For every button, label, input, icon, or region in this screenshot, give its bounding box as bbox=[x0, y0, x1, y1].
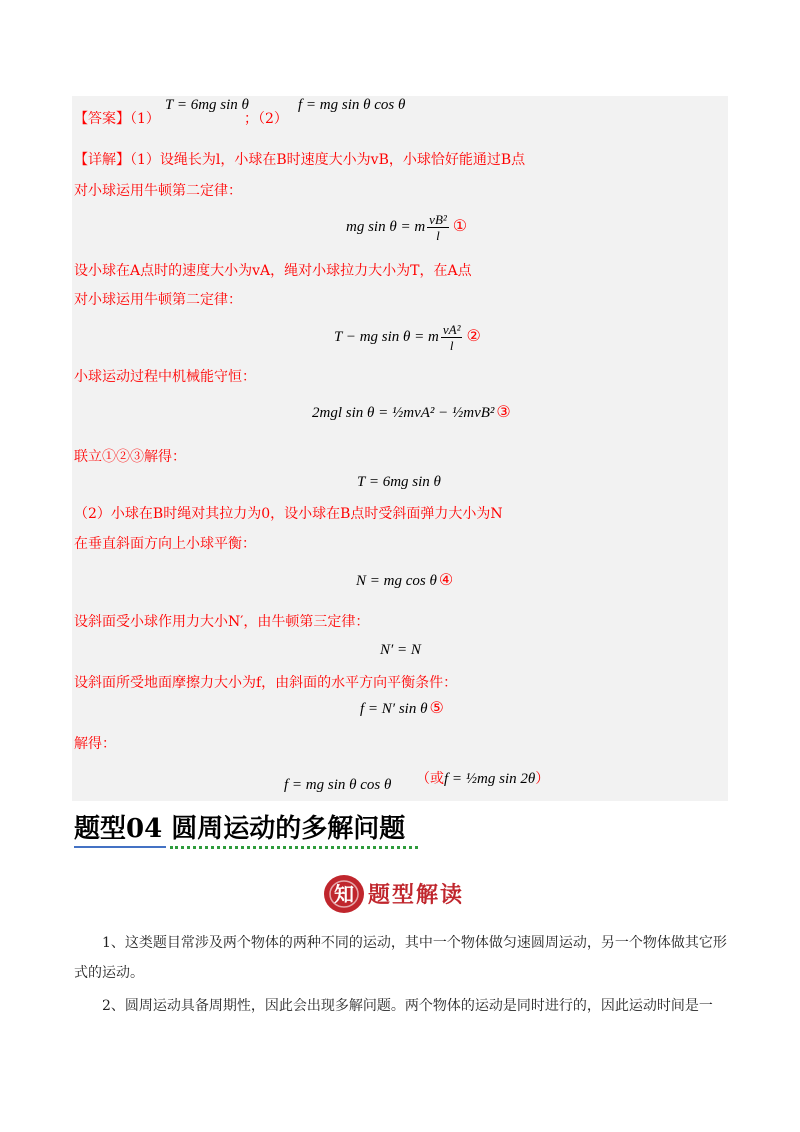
section-title: 题型04 圆周运动的多解问题 bbox=[74, 814, 406, 844]
equation-6: N′ = N bbox=[380, 642, 421, 658]
equation-7: f = N′ sin θ ⑤ bbox=[360, 700, 444, 717]
equation-1-mark: ① bbox=[452, 217, 468, 235]
title-underline-blue bbox=[74, 846, 166, 848]
detail-line-8: 在垂直斜面方向上小球平衡： bbox=[74, 536, 256, 552]
detail-line-4: 对小球运用牛顿第二定律： bbox=[74, 292, 242, 308]
equation-1: mg sin θ = m $\frac{\text{vB²}}{l}$ ① bbox=[346, 212, 468, 243]
paragraph-1: 1、这类题目常涉及两个物体的两种不同的运动，其中一个物体做匀速圆周运动，另一个物体做其它形式的运动。 bbox=[74, 935, 727, 981]
answer-separator: ；（2） bbox=[244, 111, 288, 127]
equation-4: T = 6mg sin θ bbox=[357, 474, 441, 490]
answer-line bbox=[74, 110, 160, 128]
detail-label: 【详解】 bbox=[74, 152, 130, 168]
detail-line-2: 对小球运用牛顿第二定律： bbox=[74, 183, 242, 199]
answer-part2-formula: f = mg sin θ cos θ bbox=[298, 97, 406, 113]
equation-2-mark: ② bbox=[466, 327, 481, 345]
title-underline-green bbox=[170, 846, 418, 849]
equation-8: f = mg sin θ cos θ bbox=[284, 777, 392, 793]
equation-5-mark: ④ bbox=[438, 572, 454, 589]
equation-3-mark: ③ bbox=[496, 404, 511, 421]
equation-5: N = mg cos θ ④ bbox=[356, 572, 454, 589]
detail-line-6: 联立①②③解得： bbox=[74, 449, 186, 465]
badge-icon: 知 bbox=[334, 882, 354, 906]
detail-line-10: 设斜面所受地面摩擦力大小为f，由斜面的水平方向平衡条件： bbox=[74, 675, 458, 691]
paragraph-2: 2、圆周运动具备周期性，因此会出现多解问题。两个物体的运动是同时进行的，因此运动时间是一 bbox=[102, 998, 713, 1014]
equation-8-alt: （或f = ½mg sin 2θ） bbox=[416, 771, 550, 787]
detail-line-11: 解得： bbox=[74, 736, 116, 752]
badge-text: 题型解读 bbox=[368, 882, 465, 908]
answer-label: 【答案】 bbox=[74, 111, 130, 127]
answer-part1-marker: （1） bbox=[130, 111, 160, 127]
detail-line-9: 设斜面受小球作用力大小N′，由牛顿第三定律： bbox=[74, 614, 370, 630]
detail-line-3: 设小球在A点时的速度大小为vA，绳对小球拉力大小为T，在A点 bbox=[74, 263, 472, 279]
detail-line-7: （2）小球在B时绳对其拉力为0，设小球在B点时受斜面弹力大小为N bbox=[74, 506, 503, 522]
equation-2: T − mg sin θ = m $\frac{\text{vA²}}{l}$ ② bbox=[334, 322, 481, 353]
answer-part1-formula: T = 6mg sin θ bbox=[165, 97, 249, 113]
badge-graphic bbox=[322, 872, 480, 916]
equation-3: 2mgl sin θ = ½mvA² − ½mvB² ③ bbox=[312, 404, 511, 421]
answer-part2-marker: （2） bbox=[258, 111, 288, 127]
detail-line-5: 小球运动过程中机械能守恒： bbox=[74, 369, 256, 385]
equation-7-mark: ⑤ bbox=[429, 700, 444, 717]
section-badge bbox=[322, 872, 480, 916]
detail-line-1: 【详解】（1）设绳长为l，小球在B时速度大小为vB，小球恰好能通过B点 bbox=[74, 152, 526, 168]
